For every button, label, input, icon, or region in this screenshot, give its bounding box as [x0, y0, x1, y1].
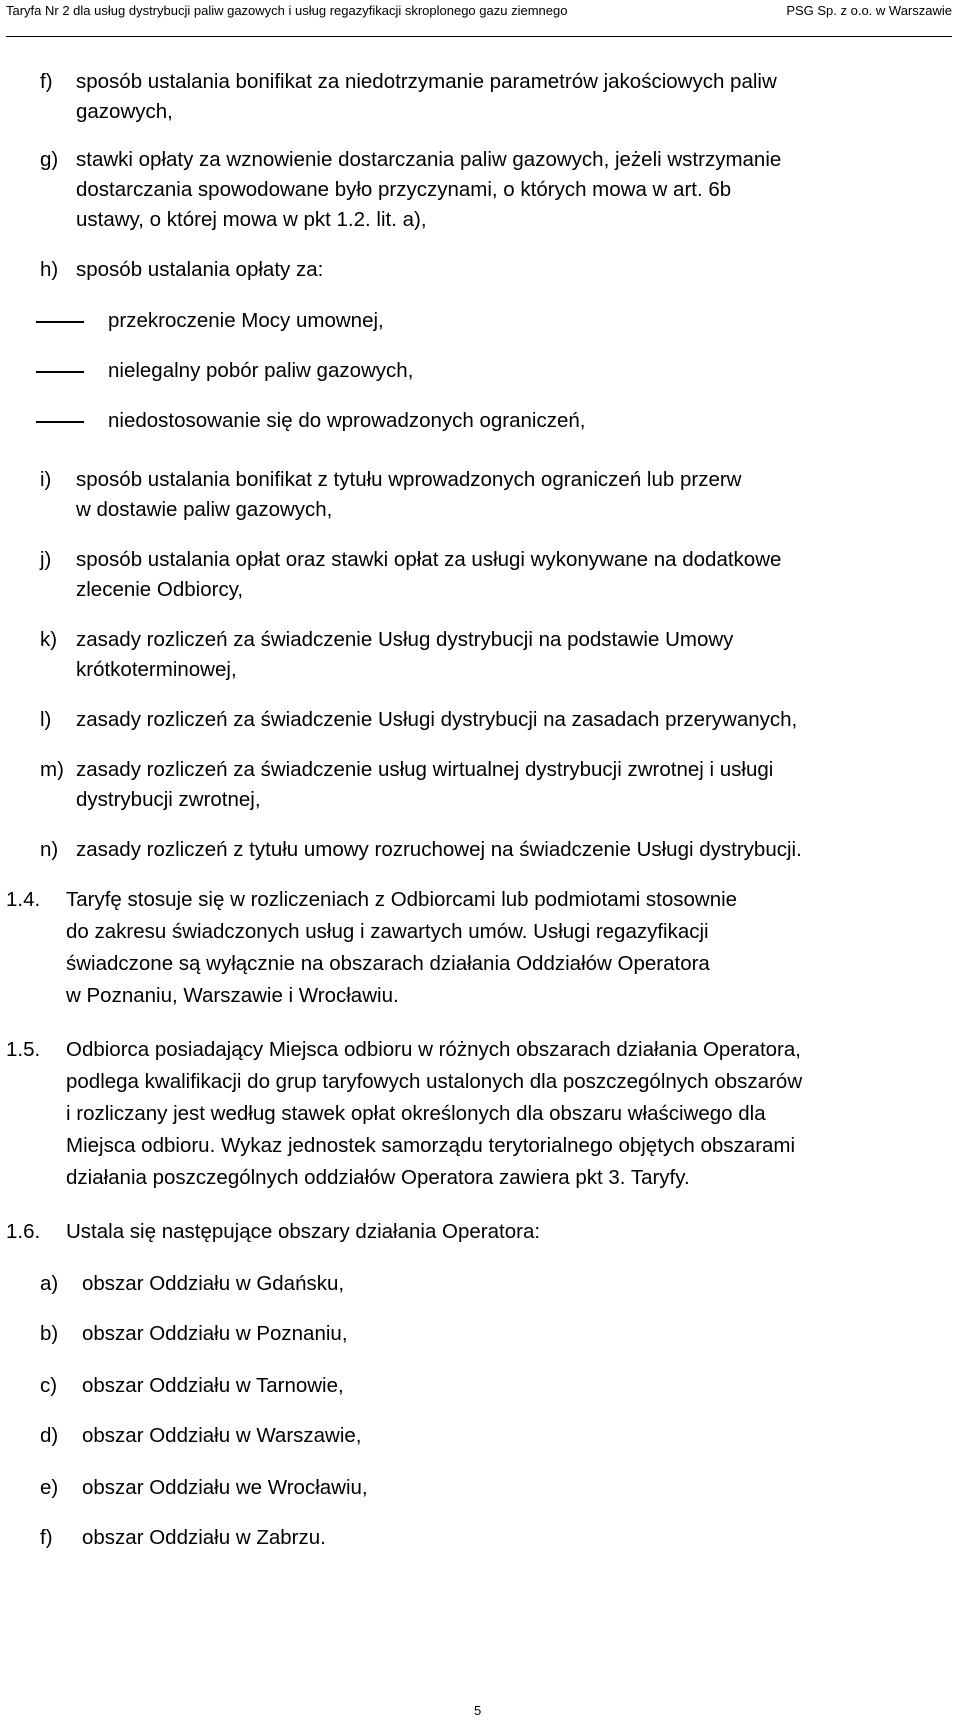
- header-company: PSG Sp. z o.o. w Warszawie: [786, 3, 952, 18]
- item-k-line: krótkoterminowej,: [76, 658, 237, 681]
- section-number: 1.4.: [6, 888, 41, 911]
- section-1-5-line: działania poszczególnych oddziałów Operatora zawiera pkt 3. Taryfy.: [66, 1166, 690, 1189]
- section-1-4-line: Taryfę stosuje się w rozliczeniach z Odbiorcami lub podmiotami stosownie: [66, 888, 738, 911]
- dash-bullet: [36, 371, 84, 373]
- item-label-f: f): [40, 70, 53, 93]
- item-label-j: j): [40, 548, 52, 571]
- area-label: c): [40, 1374, 58, 1397]
- sub-item: przekroczenie Mocy umownej,: [108, 309, 384, 332]
- area-item: obszar Oddziału w Zabrzu.: [82, 1526, 326, 1549]
- area-item: obszar Oddziału w Warszawie,: [82, 1424, 362, 1447]
- header-title: Taryfa Nr 2 dla usług dystrybucji paliw gazowych i usług regazyfikacji skroplonego gazu ziemnego: [6, 3, 568, 18]
- section-1-4-line: świadczone są wyłącznie na obszarach działania Oddziałów Operatora: [66, 952, 710, 975]
- area-item: obszar Oddziału w Gdańsku,: [82, 1272, 345, 1295]
- running-header: [0, 0, 960, 28]
- item-f-line: gazowych,: [76, 100, 173, 123]
- item-k-line: zasady rozliczeń za świadczenie Usług dystrybucji na podstawie Umowy: [76, 628, 734, 651]
- dash-bullet: [36, 421, 84, 423]
- item-m-line: zasady rozliczeń za świadczenie usług wirtualnej dystrybucji zwrotnej i usługi: [76, 758, 774, 781]
- item-label-l: l): [40, 708, 52, 731]
- section-1-4-line: w Poznaniu, Warszawie i Wrocławiu.: [66, 984, 399, 1007]
- area-label: e): [40, 1476, 59, 1499]
- section-number: 1.5.: [6, 1038, 41, 1061]
- section-1-5-line: i rozliczany jest według stawek opłat określonych dla obszaru właściwego dla: [66, 1102, 766, 1125]
- item-h-line: sposób ustalania opłaty za:: [76, 258, 324, 281]
- item-g-line: ustawy, o której mowa w pkt 1.2. lit. a),: [76, 208, 427, 231]
- item-g-line: dostarczania spowodowane było przyczynami, o których mowa w art. 6b: [76, 178, 732, 201]
- section-1-5-line: podlega kwalifikacji do grup taryfowych ustalonych dla poszczególnych obszarów: [66, 1070, 803, 1093]
- section-1-6-line: Ustala się następujące obszary działania Operatora:: [66, 1220, 541, 1243]
- header-divider: [6, 36, 952, 37]
- area-item: obszar Oddziału w Tarnowie,: [82, 1374, 344, 1397]
- area-item: obszar Oddziału we Wrocławiu,: [82, 1476, 368, 1499]
- section-1-5-line: Miejsca odbioru. Wykaz jednostek samorządu terytorialnego objętych obszarami: [66, 1134, 796, 1157]
- item-label-h: h): [40, 258, 59, 281]
- area-label: d): [40, 1424, 59, 1447]
- area-label: b): [40, 1322, 59, 1345]
- dash-bullet: [36, 321, 84, 323]
- area-label: a): [40, 1272, 59, 1295]
- area-item: obszar Oddziału w Poznaniu,: [82, 1322, 348, 1345]
- item-label-k: k): [40, 628, 58, 651]
- sub-item: niedostosowanie się do wprowadzonych ograniczeń,: [108, 409, 586, 432]
- page-number: 5: [474, 1703, 482, 1718]
- item-n-line: zasady rozliczeń z tytułu umowy rozruchowej na świadczenie Usługi dystrybucji.: [76, 838, 802, 861]
- section-1-4-line: do zakresu świadczonych usług i zawartych umów. Usługi regazyfikacji: [66, 920, 709, 943]
- sub-item: nielegalny pobór paliw gazowych,: [108, 359, 414, 382]
- item-label-n: n): [40, 838, 59, 861]
- item-l-line: zasady rozliczeń za świadczenie Usługi dystrybucji na zasadach przerywanych,: [76, 708, 798, 731]
- area-label: f): [40, 1526, 53, 1549]
- item-j-line: zlecenie Odbiorcy,: [76, 578, 244, 601]
- item-i-line: sposób ustalania bonifikat z tytułu wprowadzonych ograniczeń lub przerw: [76, 468, 742, 491]
- item-label-m: m): [40, 758, 64, 781]
- item-label-g: g): [40, 148, 59, 171]
- item-j-line: sposób ustalania opłat oraz stawki opłat za usługi wykonywane na dodatkowe: [76, 548, 782, 571]
- section-1-5-line: Odbiorca posiadający Miejsca odbioru w różnych obszarach działania Operatora,: [66, 1038, 801, 1061]
- section-number: 1.6.: [6, 1220, 41, 1243]
- item-i-line: w dostawie paliw gazowych,: [76, 498, 333, 521]
- item-f-line: sposób ustalania bonifikat za niedotrzymanie parametrów jakościowych paliw: [76, 70, 777, 93]
- item-g-line: stawki opłaty za wznowienie dostarczania paliw gazowych, jeżeli wstrzymanie: [76, 148, 782, 171]
- item-m-line: dystrybucji zwrotnej,: [76, 788, 261, 811]
- item-label-i: i): [40, 468, 52, 491]
